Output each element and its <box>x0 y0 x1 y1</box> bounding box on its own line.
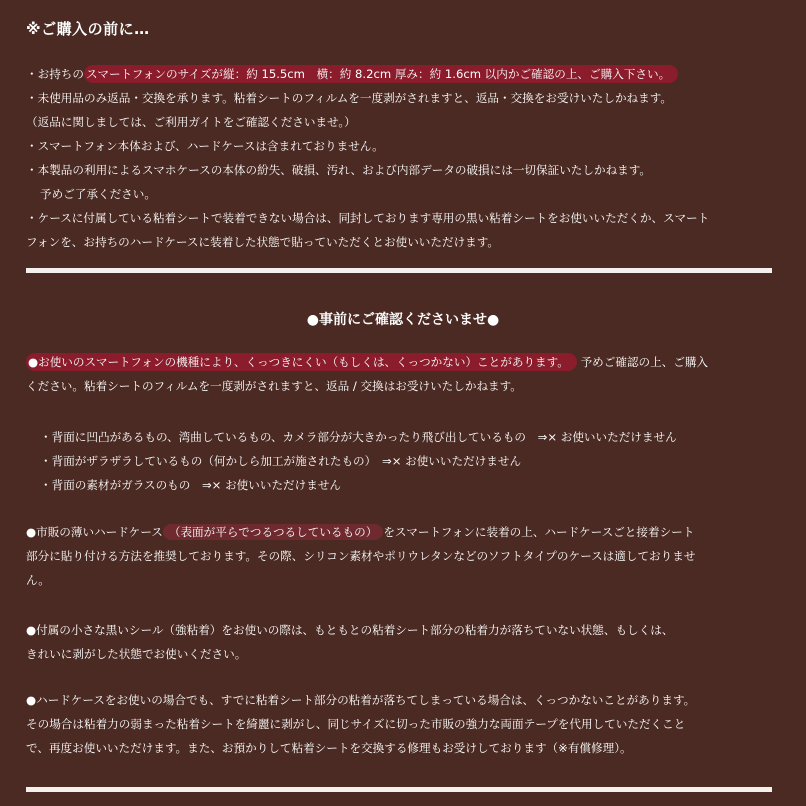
notice-line-3: （返品に関しましては、ご利用ガイトをご確認くださいませ。） <box>26 115 356 129</box>
notice-line-1: ・お持ちの スマートフォンのサイズが縦：約 15.5cm 横：約 8.2cm 厚み：約 1.6cm 以内かご確認の上、ご購入下さい。 <box>26 62 786 86</box>
notice-line-4: ・スマートフォン本体および、ハードケースは含まれておりません。 <box>26 139 384 153</box>
list-item: ・背面の素材がガラスのもの ⇒× お使いいただけません <box>40 478 342 492</box>
list-item: ・背面に凹凸があるもの、湾曲しているもの、カメラ部分が大きかったり飛び出しているもの ⇒× お使いいただけません <box>40 430 677 444</box>
confirm-p4-line-1: ●ハードケースをお使いの場合でも、すでに粘着シート部分の粘着が落ちてしまっている場合は、くっつかないことがあります。 <box>26 693 696 707</box>
confirm-p2-line-3: ん。 <box>26 573 50 587</box>
hard-case-highlight: （表面が平らでつるつるしているもの） <box>163 524 383 540</box>
notice-line-6: 予めご了承ください。 <box>40 187 156 201</box>
notice-line-5: ・本製品の利用によるスマホケースの本体の紛失、破損、汚れ、および内部データの破損には一切保証いたしかねます。 <box>26 163 652 177</box>
size-highlight: スマートフォンのサイズが縦：約 15.5cm 横：約 8.2cm 厚み：約 1.6cm 以内かご確認の上、ご購入下さい。 <box>84 65 678 83</box>
list-item: ・背面がザラザラしているもの（何かしら加工が施されたもの） ⇒× お使いいただけません <box>40 454 522 468</box>
confirm-p2-line-2: 部分に貼り付ける方法を推奨しております。その際、シリコン素材やポリウレタンなどのソフトタイプのケースは適しておりませ <box>26 549 696 563</box>
confirm-p1-line-2: ください。粘着シートのフィルムを一度剥がされますと、返品 / 交換はお受けいたしかねます。 <box>26 379 522 393</box>
divider-bottom <box>26 787 772 792</box>
confirm-p1-line-1: ●お使いのスマートフォンの機種により、くっつきにくい（もしくは、くっつかない）ことがあります。 予めご確認の上、ご購入 <box>28 355 709 369</box>
notice-line-7: ・ケースに付属している粘着シートで装着できない場合は、同封しております専用の黒い粘着シートをお使いいただくか、スマート <box>26 211 710 225</box>
confirm-p3 <box>26 618 786 666</box>
confirm-p2 <box>26 520 786 592</box>
confirm-p4-line-3: で、再度お使いいただけます。また、お預かりして粘着シートを交換する修理もお受けしております（※有償修理）。 <box>26 741 632 755</box>
divider-top <box>26 268 772 273</box>
notice-line-2: ・未使用品のみ返品・交換を承ります。粘着シートのフィルムを一度剥がされますと、返品・交換をお受けいたしかねます。 <box>26 91 673 105</box>
confirm-p4 <box>26 688 786 760</box>
confirm-section <box>26 350 786 398</box>
page-title: ※ご購入の前に… <box>26 20 150 38</box>
model-warning-highlight: ●お使いのスマートフォンの機種により、くっつきにくい（もしくは、くっつかない）ことがあります。 <box>26 353 577 371</box>
confirm-p4-line-2: その場合は粘着力の弱まった粘着シートを綺麗に剥がし、同じサイズに切った市販の強力な両面テープを代用していただくこと <box>26 717 686 731</box>
confirm-heading: ●事前にご確認くださいませ● <box>306 312 500 328</box>
purchase-notice <box>26 62 786 254</box>
notice-line-8: フォンを、お持ちのハードケースに装着した状態で貼っていただくとお使いいただけます。 <box>26 235 500 249</box>
confirm-p3-line-1: ●付属の小さな黒いシール（強粘着）をお使いの際は、もともとの粘着シート部分の粘着力が落ちていない状態、もしくは、 <box>26 623 674 637</box>
unusable-list <box>40 425 800 497</box>
confirm-p3-line-2: きれいに剥がした状態でお使いください。 <box>26 647 247 661</box>
confirm-p2-line-1: ●市販の薄いハードケース （表面が平らでつるつるしているもの） をスマートフォンに装着の上、ハードケースごと接着シート <box>26 525 695 539</box>
